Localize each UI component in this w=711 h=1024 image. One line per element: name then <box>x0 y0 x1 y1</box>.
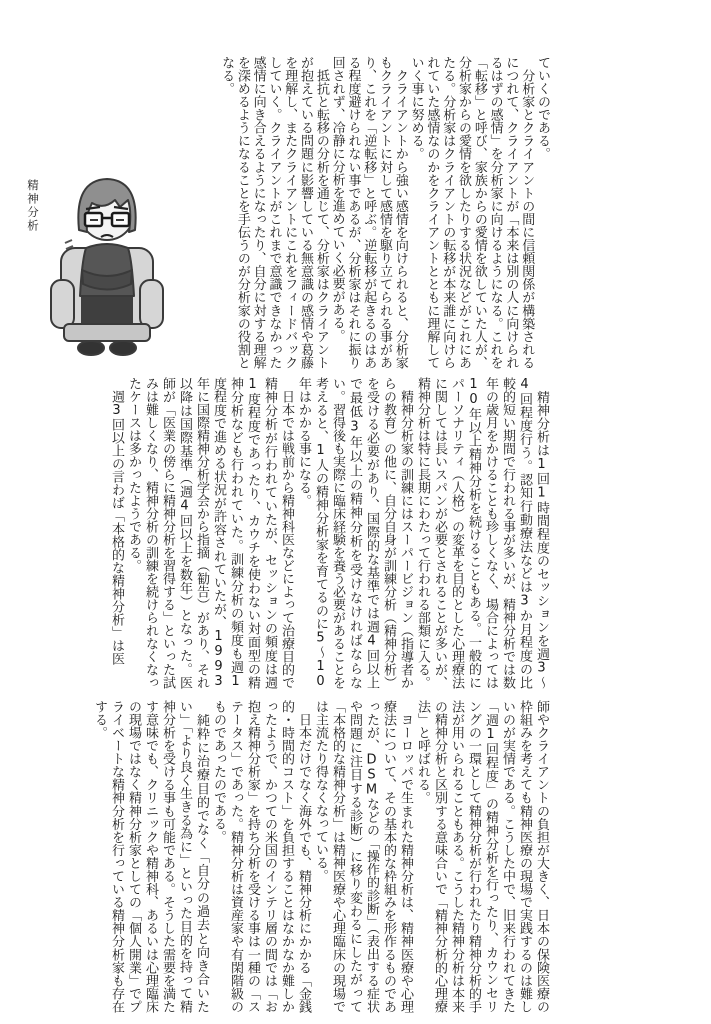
margin-title: 精神分析 <box>26 179 40 233</box>
paragraph: 日本だけでなく海外でも、精神分析にかかる「金銭的・時間的コスト」を負担することはなかなか難しかったようで、かつての米国のインテリ層の間では「お抱え精神分析家」を持ち分析を受ける事は一種の「ステータス」であった。精神分析は資産家や有閑階級のものであったのである。 <box>211 700 311 1013</box>
text-section-transference <box>202 56 550 369</box>
shoe-left <box>78 341 104 355</box>
paragraph: 純粋に治療目的でなく「自分の過去と向き合いたい」「より良く生きる為に」といった目的を持って精神分析を受ける事も可能である。そうした需要を満たす意味でも、クリニックや精神科、あるいは心理臨床の現場ではなく精神分析家としての「個人開業」でプライベートな精神分析を行っている精神分析家も存在する。 <box>92 700 209 1013</box>
paragraph: 週3回以上の言わば「本格的な精神分析」は医 <box>109 377 124 665</box>
text-section-training <box>70 377 550 689</box>
psychoanalyst-cartoon-icon <box>46 168 168 365</box>
paragraph: クライアントから強い感情を向けられると、分析家もクライアントに対して感情を駆り立てられる事があり、これを「逆転移」と呼ぶ。逆転移が起きるのはある程度避けられない事であるが、分析家はそれに振り回されず、冷静に分析を進めていく必要がある。 <box>329 56 408 369</box>
armrest-left <box>51 280 74 328</box>
shoe-right <box>110 341 136 355</box>
paragraph: 師やクライアントの負担が大きく、日本の保険医療の枠組みを考えても精神医療の現場で実践するのは難しいのが実情である。こうした中で、旧来行われてきた「週1回程度」の精神分析を行ったり、カウンセリングの一環として精神分析が行われたり精神分析的手法が用いられることもある。こうした精神分析は本来の精神分析と区別する意味合いで「精神分析的心理療法」と呼ばれる。 <box>415 700 549 1013</box>
paragraph: 精神分析家の訓練にはスーパービジョン（指導者からの教育）の他に、自分自身が訓練分析（精神分析）を受ける必要があり、国際的な基準では週4回以上で最低3年以上の精神分析を受けなければならない。習得後も実際に臨床経験を養う必要があることを考えると、1人の精神分析家を育てるのに5～10年はかかる事になる。 <box>296 377 413 689</box>
psychoanalyst-cartoon <box>46 168 168 365</box>
paragraph: ヨーロッパで生まれた精神分析は、精神医療や心理療法について、その基本的な枠組みを形作るものであったが、DSMなどの「操作的診断」（表出する症状や問題に注目する診断）に移り変わるにしたがって「本格的な精神分析」は精神医療や心理臨床の現場では主流たり得なくなっている。 <box>313 700 413 1013</box>
armrest-right <box>140 280 163 328</box>
paragraph: 抵抗と転移の分析を通じて、分析家はクライアントが抱えている問題に影響している無意識の感情や葛藤を理解し、またクライアントにこれをフィードバックしていく。クライアントがこれまで意識できなかった感情に向き合えるようになったり、自分に対する理解を深めるようになることを手伝うのが分析家の役割となる。 <box>219 56 329 369</box>
paragraph: 分析家とクライアントの間に信頼関係が構築されるにつれて、クライアントが「本来は別の人に向けられるはずの感情」を分析家に向けるようになる。これを「転移」と呼び、家族からの愛情を欲していた人が、分析家からの愛情を欲したりする状況などがこれにあたる。分析家はクライアントの転移が本来誰に向けられていた感情なのかをクライアントとともに理解していく事に努める。 <box>408 56 535 369</box>
text-section-practice <box>70 700 550 1013</box>
paragraph: 日本では戦前から精神科医などによって治療目的で精神分析が行われていたが、セッションの頻度は週1度程度であったり、カウチを使わない対面型の精神分析なども行われていた。訓練分析の頻度も週1度程度で進める状況が許容されていたが、1993年に国際精神分析学会から指摘（勧告）があり、それ以降は国際基準（週4回以上を数年）となった。医師が「医業の傍らに精神分析を習得する」といった試みは難しくなり、精神分析の訓練を続けられなくなったケースは多かったようである。 <box>126 377 294 689</box>
paragraph: ていくのである。 <box>535 56 550 160</box>
paragraph: 精神分析は1回1時間程度のセッションを週3～4回程度行う。認知行動療法などは3か月程度の比較的短い期間で行われる事が多いが、精神分析では数年の歳月をかけることも珍しくなく、場合によっては10年以上精神分析を続けることもある。一般的にパーソナリティ（人格）の変革を目的とした心理療法に関しては長いスパンが必要とされることが多いが、精神分析は特に長期にわたって行われる部類に入る。 <box>415 377 549 689</box>
trousers <box>81 294 133 326</box>
armchair-base <box>64 324 150 341</box>
